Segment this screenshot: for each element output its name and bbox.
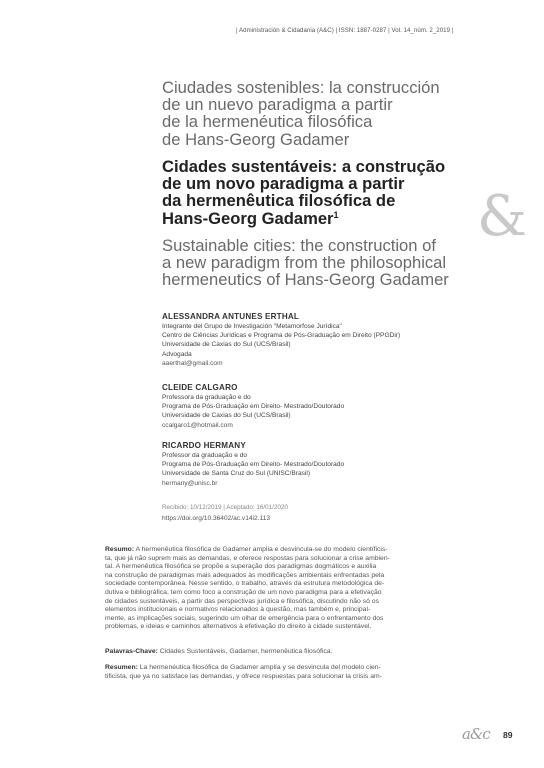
abstract-portuguese	[105, 546, 472, 632]
title-line: Sustainable cities: the construction of	[162, 236, 436, 255]
doi-link[interactable]: https://doi.org/10.36402/ac.v14i2.113	[162, 515, 271, 522]
received-accepted-dates: Recibido: 10/12/2019 | Aceptado: 16/01/2020	[162, 504, 288, 511]
abstract-line: mente, as implicações sociais, sugerindo um olhar de emergência para o enfrentamento dos	[105, 614, 384, 622]
abstract-line: tificista, que ya no satisface las demandas, y ofrece respuestas para solucionar la crisis am-	[105, 672, 382, 680]
author-email[interactable]: aaerthal@gmail.com	[162, 359, 223, 367]
abstract-line: tal. A hermenêutica filosófica se propõe a superação dos paradigmas dogmáticos e auxilia	[105, 563, 377, 571]
abstract-line: dutiva e bibliográfica, tem como foco a construção de um novo paradigma para a efetivação	[105, 588, 382, 596]
title-line: Cidades sustentáveis: a construção	[162, 157, 446, 176]
title-spanish	[162, 79, 492, 148]
title-line: Hans-Georg Gadamer$^1$	[162, 208, 339, 228]
author-affiliation: Professora da graduação e do	[162, 394, 251, 401]
title-english	[162, 237, 492, 289]
abstract-label: Resumen:	[105, 664, 138, 671]
journal-logo-icon: a&c	[462, 725, 490, 743]
abstract-line: elementos institucionais e normativos relacionados à questão, mas também e, principal-	[105, 606, 371, 614]
page-number: 89	[503, 730, 513, 740]
author-affiliation: Advogada	[162, 350, 192, 358]
author-block	[162, 440, 462, 488]
ampersand-icon: &	[477, 184, 527, 249]
abstract-line: problemas, e ideias e caminhos alternativos à efetivação do direito à cidade sustentável.	[105, 623, 372, 631]
author-email[interactable]: ccalgaro1@hotmail.com	[162, 421, 233, 429]
abstract-label: Resumo:	[105, 546, 135, 553]
footnote-marker[interactable]: 1	[333, 209, 339, 220]
author-affiliation: Programa de Pós-Graduação em Direito- Mestrado/Doutorado	[162, 461, 345, 469]
keywords	[105, 648, 472, 657]
title-line: de un nuevo paradigma a partir	[162, 95, 393, 115]
author-affiliation: Universidade de Caxias do Sul (UCS/Brasil)	[162, 412, 291, 420]
author-block	[162, 311, 462, 368]
author-name: ALESSANDRA ANTUNES ERTHAL	[162, 312, 300, 321]
title-line: da hermenêutica filosófica de	[162, 191, 396, 211]
abstract-line: na construção de paradigmas mais adequados às modificações ambientais enfrentadas pela	[105, 571, 385, 579]
abstract-spanish	[105, 664, 472, 681]
author-name: CLEIDE CALGARO	[162, 383, 238, 392]
abstract-line: Resumo: A hermenêutica filosófica de Gadamer amplia e desvincula-se do modelo científicis-	[105, 546, 388, 553]
abstract-line: ta, que já não suprem mais as demandas, e oferece respostas para solucionar a crise ambien-	[105, 554, 390, 562]
keywords-text: Cidades Sustentáveis, Gadamer, hermenêutica filosófica.	[157, 648, 333, 655]
abstract-line: de cidades sustentáveis, a partir das perspectivas jurídica e filosófica, discutindo não só os	[105, 597, 379, 605]
abstract-line: Resumen: La hermenéutica filosófica de Gadamer amplía y se desvincula del modelo cien-	[105, 664, 381, 671]
author-affiliation: Universidade de Santa Cruz do Sul (UNISC/Brasil)	[162, 470, 311, 478]
author-name: RICARDO HERMANY	[162, 441, 246, 450]
title-portuguese	[162, 158, 492, 227]
keywords-label: Palavras-Chave:	[105, 648, 158, 655]
author-affiliation: Professor da graduação e do	[162, 452, 248, 459]
title-line: de la hermenéutica filosófica	[162, 112, 373, 132]
author-block	[162, 382, 462, 430]
title-line: de Hans-Georg Gadamer	[162, 129, 350, 149]
abstract-line: sociedade contemporânea. Nesse sentido, o trabalho, através da estrutura metodológica de-	[105, 580, 385, 588]
author-affiliation: Centro de Ciências Jurídicas e Programa de Pós-Graduação em Direito (PPGDir)	[162, 332, 401, 340]
title-line: Ciudades sostenibles: la construcción	[162, 78, 440, 97]
title-line: hermeneutics of Hans-Georg Gadamer	[162, 270, 449, 290]
author-email[interactable]: hermany@unisc.br	[162, 479, 218, 487]
title-line: de um novo paradigma a partir	[162, 174, 405, 194]
author-affiliation: Programa de Pós-Graduação em Direito- Mestrado/Doutorado	[162, 403, 345, 411]
author-affiliation: Integrante del Grupo de Investigación "Metamorfose Jurídica"	[162, 323, 342, 330]
title-line: a new paradigm from the philosophical	[162, 253, 447, 273]
author-affiliation: Universidade de Caxias do Sul (UCS/Brasil)	[162, 341, 291, 349]
running-header: | Administración & Cidadania (A&C) | ISSN: 1887-0287 | Vol. 14_núm. 2_2019 |	[236, 27, 454, 34]
